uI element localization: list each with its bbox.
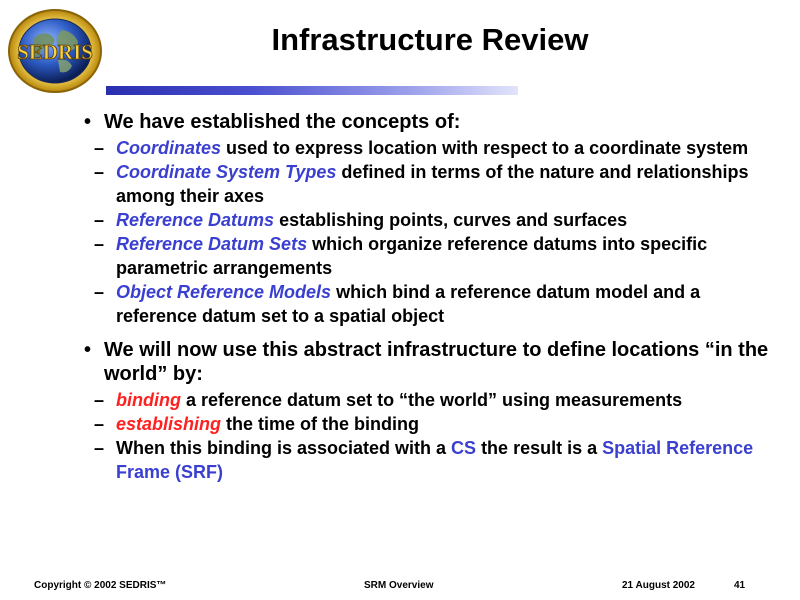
- world-binding-list: [84, 388, 784, 484]
- sub-item-text: the time of the binding: [221, 414, 420, 434]
- dash-icon: –: [94, 138, 105, 158]
- title-underline-bar: [106, 86, 518, 95]
- sub-item-object-reference-models: [64, 280, 784, 328]
- sub-item-reference-datum-sets: [64, 232, 784, 280]
- keyword: Reference Datum Sets: [116, 234, 308, 254]
- keyword: establishing: [116, 414, 222, 434]
- sub-item-reference-datums: [64, 208, 784, 232]
- sub-item-text: a reference datum set to “the world” using measurements: [180, 390, 683, 410]
- sub-item-binding: [64, 388, 784, 412]
- sub-item-coordinates: [64, 136, 784, 160]
- cs-term: CS: [451, 438, 477, 458]
- sub-item-srf: [64, 436, 784, 484]
- keyword: Coordinates: [116, 138, 222, 158]
- sub-item-text: establishing points, curves and surfaces: [274, 210, 628, 230]
- bullet-text: We have established the concepts of:: [104, 111, 461, 133]
- srf-term: Spatial Reference Frame (SRF): [116, 438, 754, 482]
- bullet-dot-icon: •: [84, 339, 92, 361]
- sub-item-text: When this binding is associated with a: [116, 438, 452, 458]
- logo-text: SEDRIS: [17, 40, 93, 64]
- sub-item-text: which bind a reference datum model and a reference datum set to a spatial object: [116, 282, 701, 326]
- dash-icon: –: [94, 162, 105, 182]
- slide-title: Infrastructure Review: [271, 22, 589, 57]
- dash-icon: –: [94, 438, 105, 458]
- concepts-list: [84, 136, 784, 328]
- footer-copyright: Copyright © 2002 SEDRIS™: [34, 580, 167, 591]
- sub-item-text: defined in terms of the nature and relationships among their axes: [116, 162, 749, 206]
- sub-item-text: used to express location with respect to a coordinate system: [221, 138, 749, 158]
- keyword: binding: [116, 390, 181, 410]
- keyword: Reference Datums: [116, 210, 275, 230]
- dash-icon: –: [94, 390, 105, 410]
- footer-center: SRM Overview: [364, 580, 434, 591]
- bullet-concepts: [84, 110, 784, 134]
- sub-item-establishing: [64, 412, 784, 436]
- bullet-text: We will now use this abstract infrastructure to define locations “in the world” by:: [104, 339, 769, 385]
- bullet-abstract-infrastructure: [84, 338, 784, 386]
- sub-item-text: the result is a: [476, 438, 603, 458]
- keyword: Object Reference Models: [116, 282, 332, 302]
- sedris-logo: [6, 8, 104, 94]
- footer-date: 21 August 2002: [622, 580, 695, 591]
- dash-icon: –: [94, 210, 105, 230]
- bullet-dot-icon: •: [84, 111, 92, 133]
- sub-item-coordinate-system-types: [64, 160, 784, 208]
- dash-icon: –: [94, 234, 105, 254]
- dash-icon: –: [94, 282, 105, 302]
- slide-content: [84, 110, 784, 484]
- sub-item-text: which organize reference datums into specific parametric arrangements: [116, 234, 708, 278]
- dash-icon: –: [94, 414, 105, 434]
- footer-page-number: 41: [734, 580, 746, 591]
- keyword: Coordinate System Types: [116, 162, 337, 182]
